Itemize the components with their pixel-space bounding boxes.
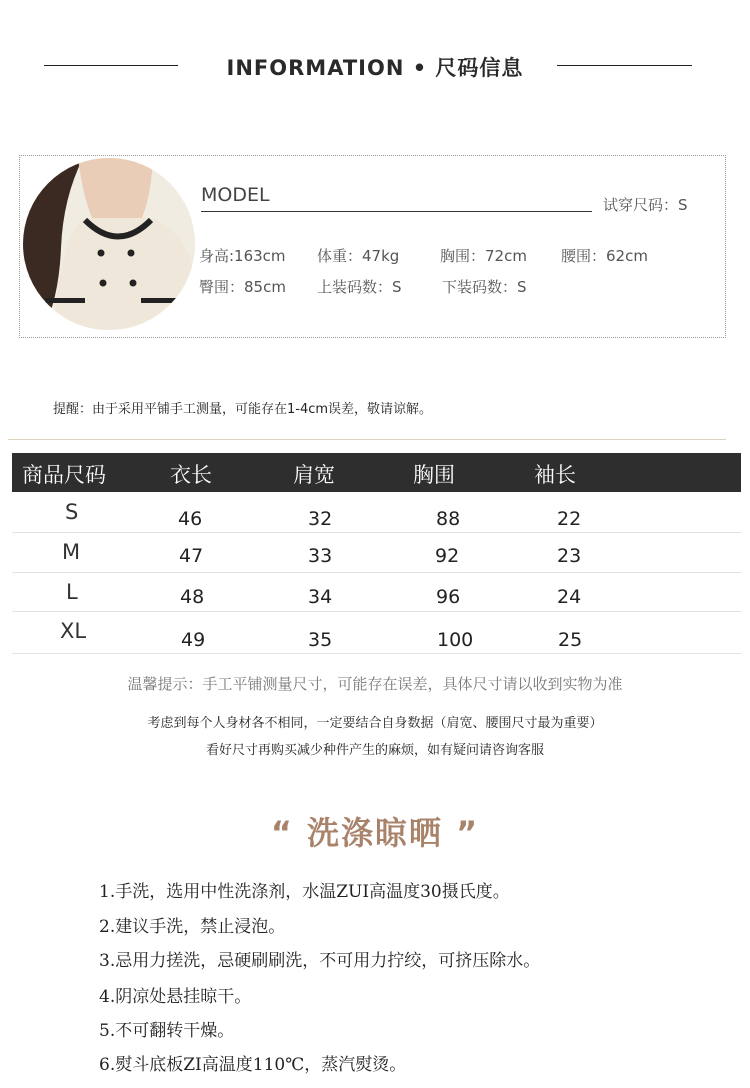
try-size: 试穿尺码：S xyxy=(603,196,688,214)
model-label: MODEL xyxy=(201,184,270,206)
wash-item: 2.建议手洗，禁止浸泡。 xyxy=(99,917,286,937)
stat-top-size: 上装码数：S xyxy=(317,278,402,296)
cell-xl-shoulder: 35 xyxy=(308,629,333,651)
wash-item: 3.忌用力搓洗，忌硬刷刷洗，不可用力拧绞，可挤压除水。 xyxy=(99,951,541,971)
row-divider xyxy=(12,653,741,654)
model-photo xyxy=(23,158,195,330)
wash-item: 1.手洗，选用中性洗涤剂，水温ZUI高温度30摄氏度。 xyxy=(99,882,510,902)
row-size-l: L xyxy=(66,580,78,604)
header-rule-right xyxy=(557,65,692,66)
washing-title: “ 洗涤晾晒 ” xyxy=(270,814,480,852)
measurement-reminder: 提醒：由于采用平铺手工测量，可能存在1-4cm误差，敬请谅解。 xyxy=(53,402,433,417)
stat-weight: 体重：47kg xyxy=(317,247,400,265)
cell-xl-sleeve: 25 xyxy=(558,629,583,651)
row-divider xyxy=(12,572,741,573)
cell-l-bust: 96 xyxy=(436,586,461,608)
row-divider xyxy=(12,611,741,612)
cell-m-shoulder: 33 xyxy=(308,545,333,567)
th-sleeve: 袖长 xyxy=(534,463,576,487)
cell-l-length: 48 xyxy=(180,586,205,608)
th-length: 衣长 xyxy=(170,463,212,487)
stat-height: 身高:163cm xyxy=(199,247,286,265)
section-divider xyxy=(8,439,726,440)
cell-s-length: 46 xyxy=(178,508,203,530)
size-table-header xyxy=(12,453,741,492)
cell-s-sleeve: 22 xyxy=(557,508,582,530)
stat-hip: 臀围：85cm xyxy=(199,278,286,296)
cell-m-sleeve: 23 xyxy=(557,545,582,567)
note-contact: 看好尺寸再购买减少种件产生的麻烦，如有疑问请咨询客服 xyxy=(205,743,544,758)
cell-xl-bust: 100 xyxy=(437,629,474,651)
cell-l-shoulder: 34 xyxy=(308,586,333,608)
th-bust: 胸围 xyxy=(413,463,455,487)
note-body-size: 考虑到每个人身材各不相同，一定要结合自身数据（肩宽、腰围尺寸最为重要） xyxy=(147,716,603,731)
cell-m-bust: 92 xyxy=(435,545,460,567)
cell-xl-length: 49 xyxy=(181,629,206,651)
wash-item: 5.不可翻转干燥。 xyxy=(99,1021,235,1041)
warm-tip: 温馨提示：手工平铺测量尺寸，可能存在误差，具体尺寸请以收到实物为准 xyxy=(127,675,623,693)
cell-s-bust: 88 xyxy=(436,508,461,530)
stat-bottom-size: 下装码数：S xyxy=(442,278,527,296)
wash-item: 4.阴凉处悬挂晾干。 xyxy=(99,987,252,1007)
th-size: 商品尺码 xyxy=(22,463,106,487)
th-shoulder: 肩宽 xyxy=(293,463,335,487)
row-size-s: S xyxy=(65,500,79,524)
cell-s-shoulder: 32 xyxy=(308,508,333,530)
row-size-xl: XL xyxy=(60,619,87,643)
row-size-m: M xyxy=(62,540,81,564)
page-title: INFORMATION • 尺码信息 xyxy=(226,56,524,80)
row-divider xyxy=(12,532,741,533)
stat-bust: 胸围：72cm xyxy=(440,247,527,265)
wash-item: 6.熨斗底板ZI高温度110℃，蒸汽熨烫。 xyxy=(99,1055,407,1075)
cell-l-sleeve: 24 xyxy=(557,586,582,608)
cell-m-length: 47 xyxy=(179,545,204,567)
stat-waist: 腰围：62cm xyxy=(561,247,648,265)
model-rule xyxy=(201,211,592,212)
